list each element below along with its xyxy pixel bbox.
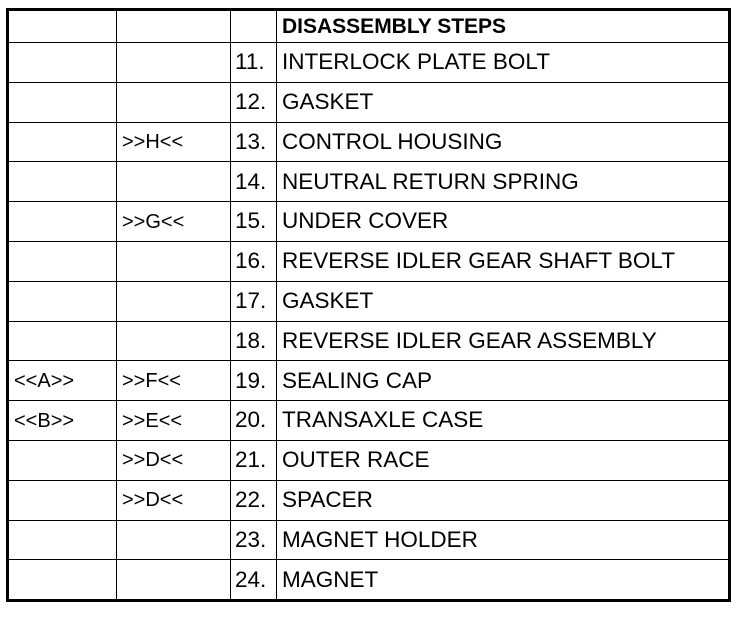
part-name-cell: REVERSE IDLER GEAR SHAFT BOLT [277, 241, 730, 281]
ref-a-cell [8, 440, 117, 480]
ref-b-cell: >>D<< [117, 440, 231, 480]
table-row [8, 281, 730, 321]
part-name-cell: GASKET [277, 82, 730, 122]
table-row [8, 43, 730, 83]
ref-b-cell [117, 321, 231, 361]
header-cell-ref-a [8, 10, 117, 43]
step-number-cell: 22. [231, 480, 277, 520]
table-row [8, 321, 730, 361]
table-row [8, 202, 730, 242]
ref-b-cell: >>G<< [117, 202, 231, 242]
step-number-cell: 12. [231, 82, 277, 122]
ref-b-cell [117, 520, 231, 560]
ref-a-cell [8, 82, 117, 122]
disassembly-steps-table [6, 8, 731, 602]
ref-b-cell: >>E<< [117, 401, 231, 441]
table-row [8, 162, 730, 202]
header-cell-number [231, 10, 277, 43]
part-name-cell: SPACER [277, 480, 730, 520]
part-name-cell: MAGNET [277, 560, 730, 601]
step-number-cell: 17. [231, 281, 277, 321]
table-title: DISASSEMBLY STEPS [277, 10, 730, 43]
table-row [8, 241, 730, 281]
step-number-cell: 11. [231, 43, 277, 83]
ref-a-cell [8, 321, 117, 361]
step-number-cell: 16. [231, 241, 277, 281]
ref-a-cell [8, 162, 117, 202]
part-name-cell: UNDER COVER [277, 202, 730, 242]
part-name-cell: GASKET [277, 281, 730, 321]
table-row [8, 560, 730, 601]
ref-b-cell [117, 82, 231, 122]
ref-a-cell [8, 122, 117, 162]
table-row [8, 480, 730, 520]
step-number-cell: 24. [231, 560, 277, 601]
table-row [8, 440, 730, 480]
step-number-cell: 21. [231, 440, 277, 480]
ref-b-cell [117, 241, 231, 281]
ref-a-cell: <<A>> [8, 361, 117, 401]
table-row [8, 520, 730, 560]
ref-a-cell [8, 202, 117, 242]
part-name-cell: TRANSAXLE CASE [277, 401, 730, 441]
part-name-cell: SEALING CAP [277, 361, 730, 401]
ref-a-cell [8, 43, 117, 83]
table-row [8, 122, 730, 162]
part-name-cell: CONTROL HOUSING [277, 122, 730, 162]
step-number-cell: 20. [231, 401, 277, 441]
step-number-cell: 19. [231, 361, 277, 401]
part-name-cell: MAGNET HOLDER [277, 520, 730, 560]
ref-b-cell [117, 162, 231, 202]
ref-a-cell: <<B>> [8, 401, 117, 441]
part-name-cell: INTERLOCK PLATE BOLT [277, 43, 730, 83]
part-name-cell: OUTER RACE [277, 440, 730, 480]
step-number-cell: 18. [231, 321, 277, 361]
table-row [8, 401, 730, 441]
ref-b-cell [117, 43, 231, 83]
ref-b-cell: >>D<< [117, 480, 231, 520]
table-row [8, 361, 730, 401]
ref-a-cell [8, 560, 117, 601]
header-cell-ref-b [117, 10, 231, 43]
ref-b-cell [117, 560, 231, 601]
step-number-cell: 14. [231, 162, 277, 202]
ref-a-cell [8, 480, 117, 520]
step-number-cell: 23. [231, 520, 277, 560]
part-name-cell: NEUTRAL RETURN SPRING [277, 162, 730, 202]
table-body [8, 10, 730, 601]
ref-b-cell [117, 281, 231, 321]
ref-b-cell: >>F<< [117, 361, 231, 401]
step-number-cell: 15. [231, 202, 277, 242]
table-header-row [8, 10, 730, 43]
ref-a-cell [8, 520, 117, 560]
ref-b-cell: >>H<< [117, 122, 231, 162]
part-name-cell: REVERSE IDLER GEAR ASSEMBLY [277, 321, 730, 361]
ref-a-cell [8, 241, 117, 281]
step-number-cell: 13. [231, 122, 277, 162]
table-row [8, 82, 730, 122]
ref-a-cell [8, 281, 117, 321]
